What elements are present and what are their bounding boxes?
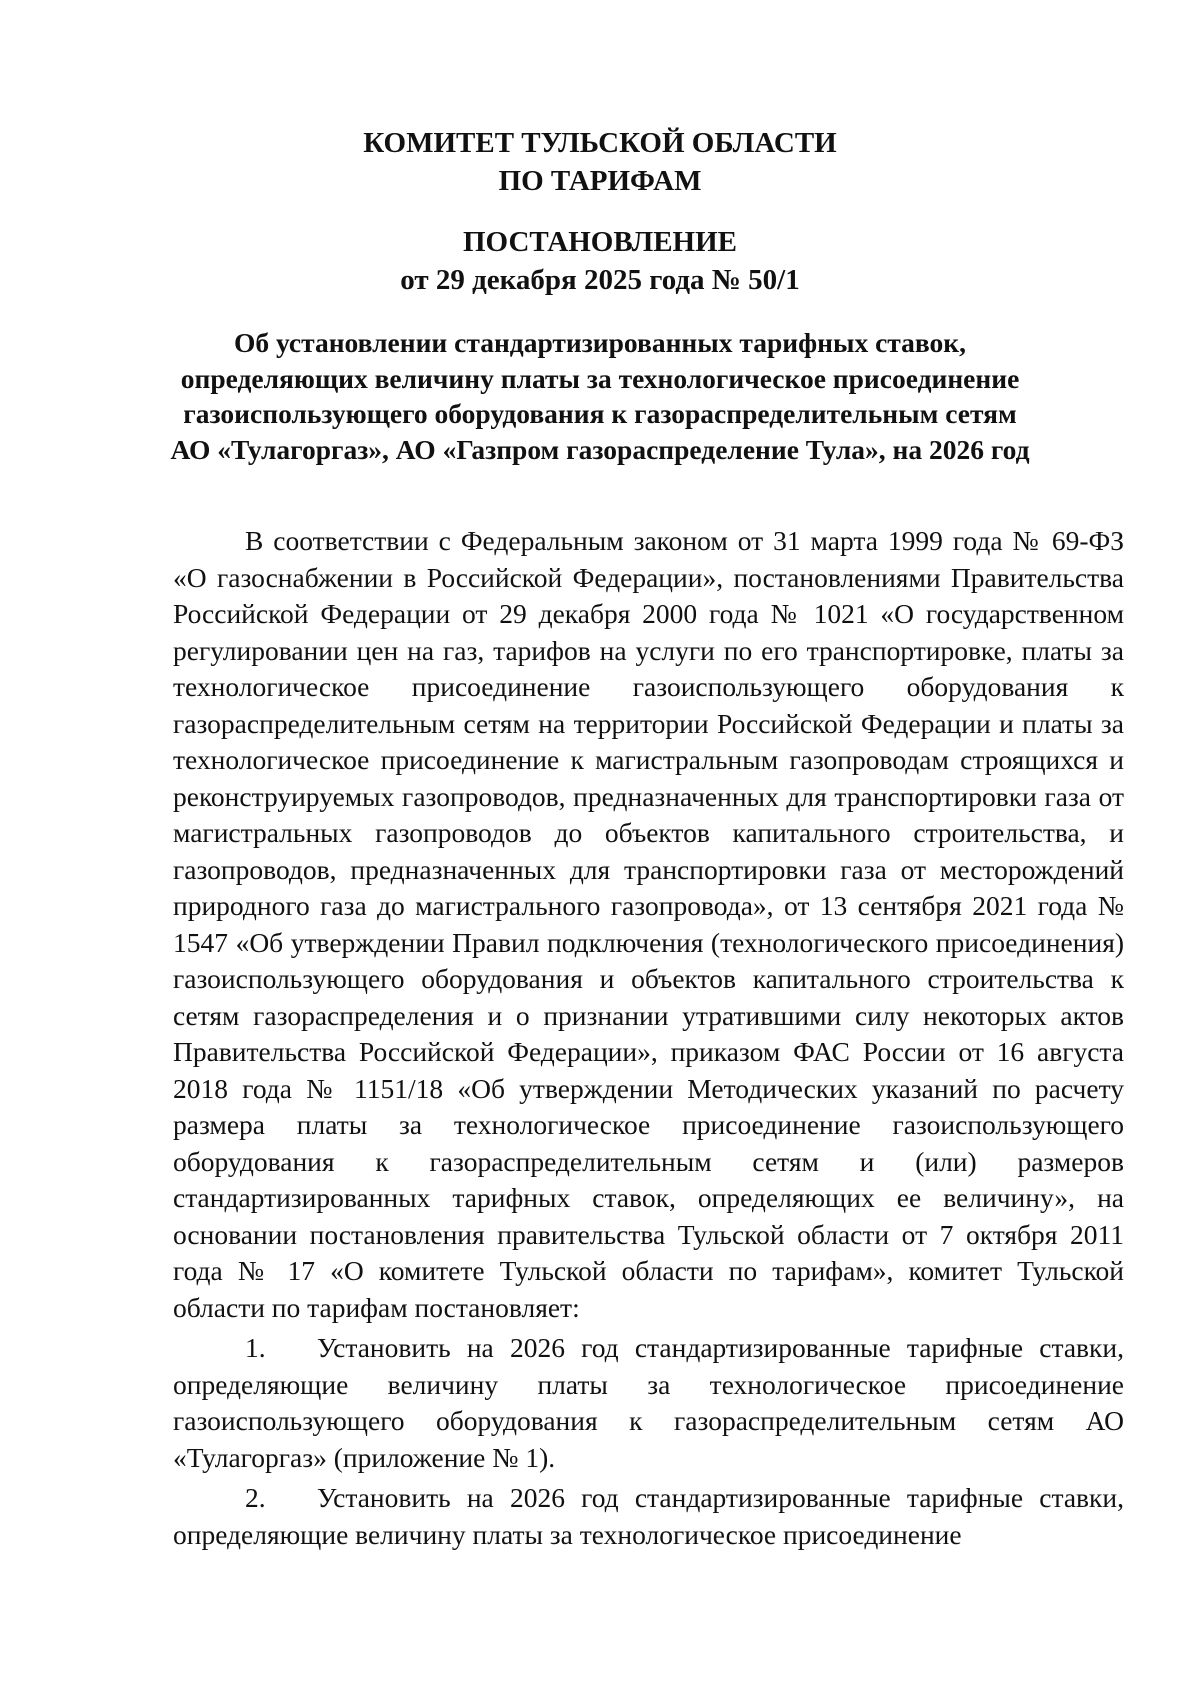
authority-line-2: ПО ТАРИФАМ [498, 165, 702, 197]
clause-number: 2. [245, 1482, 266, 1513]
document-date-number: от 29 декабря 2025 года № 50/1 [400, 264, 800, 296]
authority-line-1: КОМИТЕТ ТУЛЬСКОЙ ОБЛАСТИ [363, 127, 837, 159]
document-title [0, 325, 1200, 467]
clause-text: Установить на 2026 год стандартизированные тарифные ставки, определяющие величину платы за технологическое присоединение газоиспользующего оборудования к газораспределительным сетям АО «Тулагоргаз» (приложение № 1). [173, 1332, 1124, 1473]
title-line-3: газоиспользующего оборудования к газораспределительным сетям [183, 398, 1017, 429]
clause-2 [173, 1480, 1124, 1553]
document-type: ПОСТАНОВЛЕНИЕ [462, 226, 737, 258]
title-line-2: определяющих величину платы за технологическое присоединение [180, 362, 1020, 394]
issuing-authority [0, 124, 1200, 200]
preamble-paragraph: В соответствии с Федеральным законом от 31 марта 1999 года № 69-ФЗ «О газоснабжении в Российской Федерации», постановлениями Правительства Российской Федерации от 29 декабря 2000 года № 1021 «О государственном регулировании цен на газ, тарифов на услуги по его транспортировке, платы за технологическое присоединение газоиспользующего оборудования к газораспределительным сетям на территории Российской Федерации и платы за технологическое присоединение к магистральным газопроводам строящихся и реконструируемых газопроводов, предназначенных для транспортировки газа от магистральных газопроводов до объектов капитального строительства, и газопроводов, предназначенных для транспортировки газа от месторождений природного газа до магистрального газопровода», от 13 сентября 2021 года № 1547 «Об утверждении Правил подключения (технологического присоединения) газоиспользующего оборудования и объектов капитального строительства к сетям газораспределения и о признании утратившими силу некоторых актов Правительства Российской Федерации», приказом ФАС России от 16 августа 2018 года № 1151/18 «Об утверждении Методических указаний по расчету размера платы за технологическое присоединение газоиспользующего оборудования к газораспределительным сетям и (или) размеров стандартизированных тарифных ставок, определяющих ее величину», на основании постановления правительства Тульской области от 7 октября 2011 года № 17 «О комитете Тульской области по тарифам», комитет Тульской области по тарифам постановляет: [173, 525, 1124, 1323]
document-body [173, 523, 1124, 1553]
clause-1 [173, 1330, 1124, 1476]
clause-number: 1. [245, 1332, 266, 1363]
title-line-1: Об установлении стандартизированных тарифных ставок, [233, 327, 967, 358]
decree-heading [0, 223, 1200, 299]
clause-text: Установить на 2026 год стандартизированные тарифные ставки, определяющие величину платы за технологическое присоединение [173, 1482, 1124, 1550]
title-line-4: АО «Тулагоргаз», АО «Газпром газораспределение Тула», на 2026 год [170, 433, 1030, 465]
